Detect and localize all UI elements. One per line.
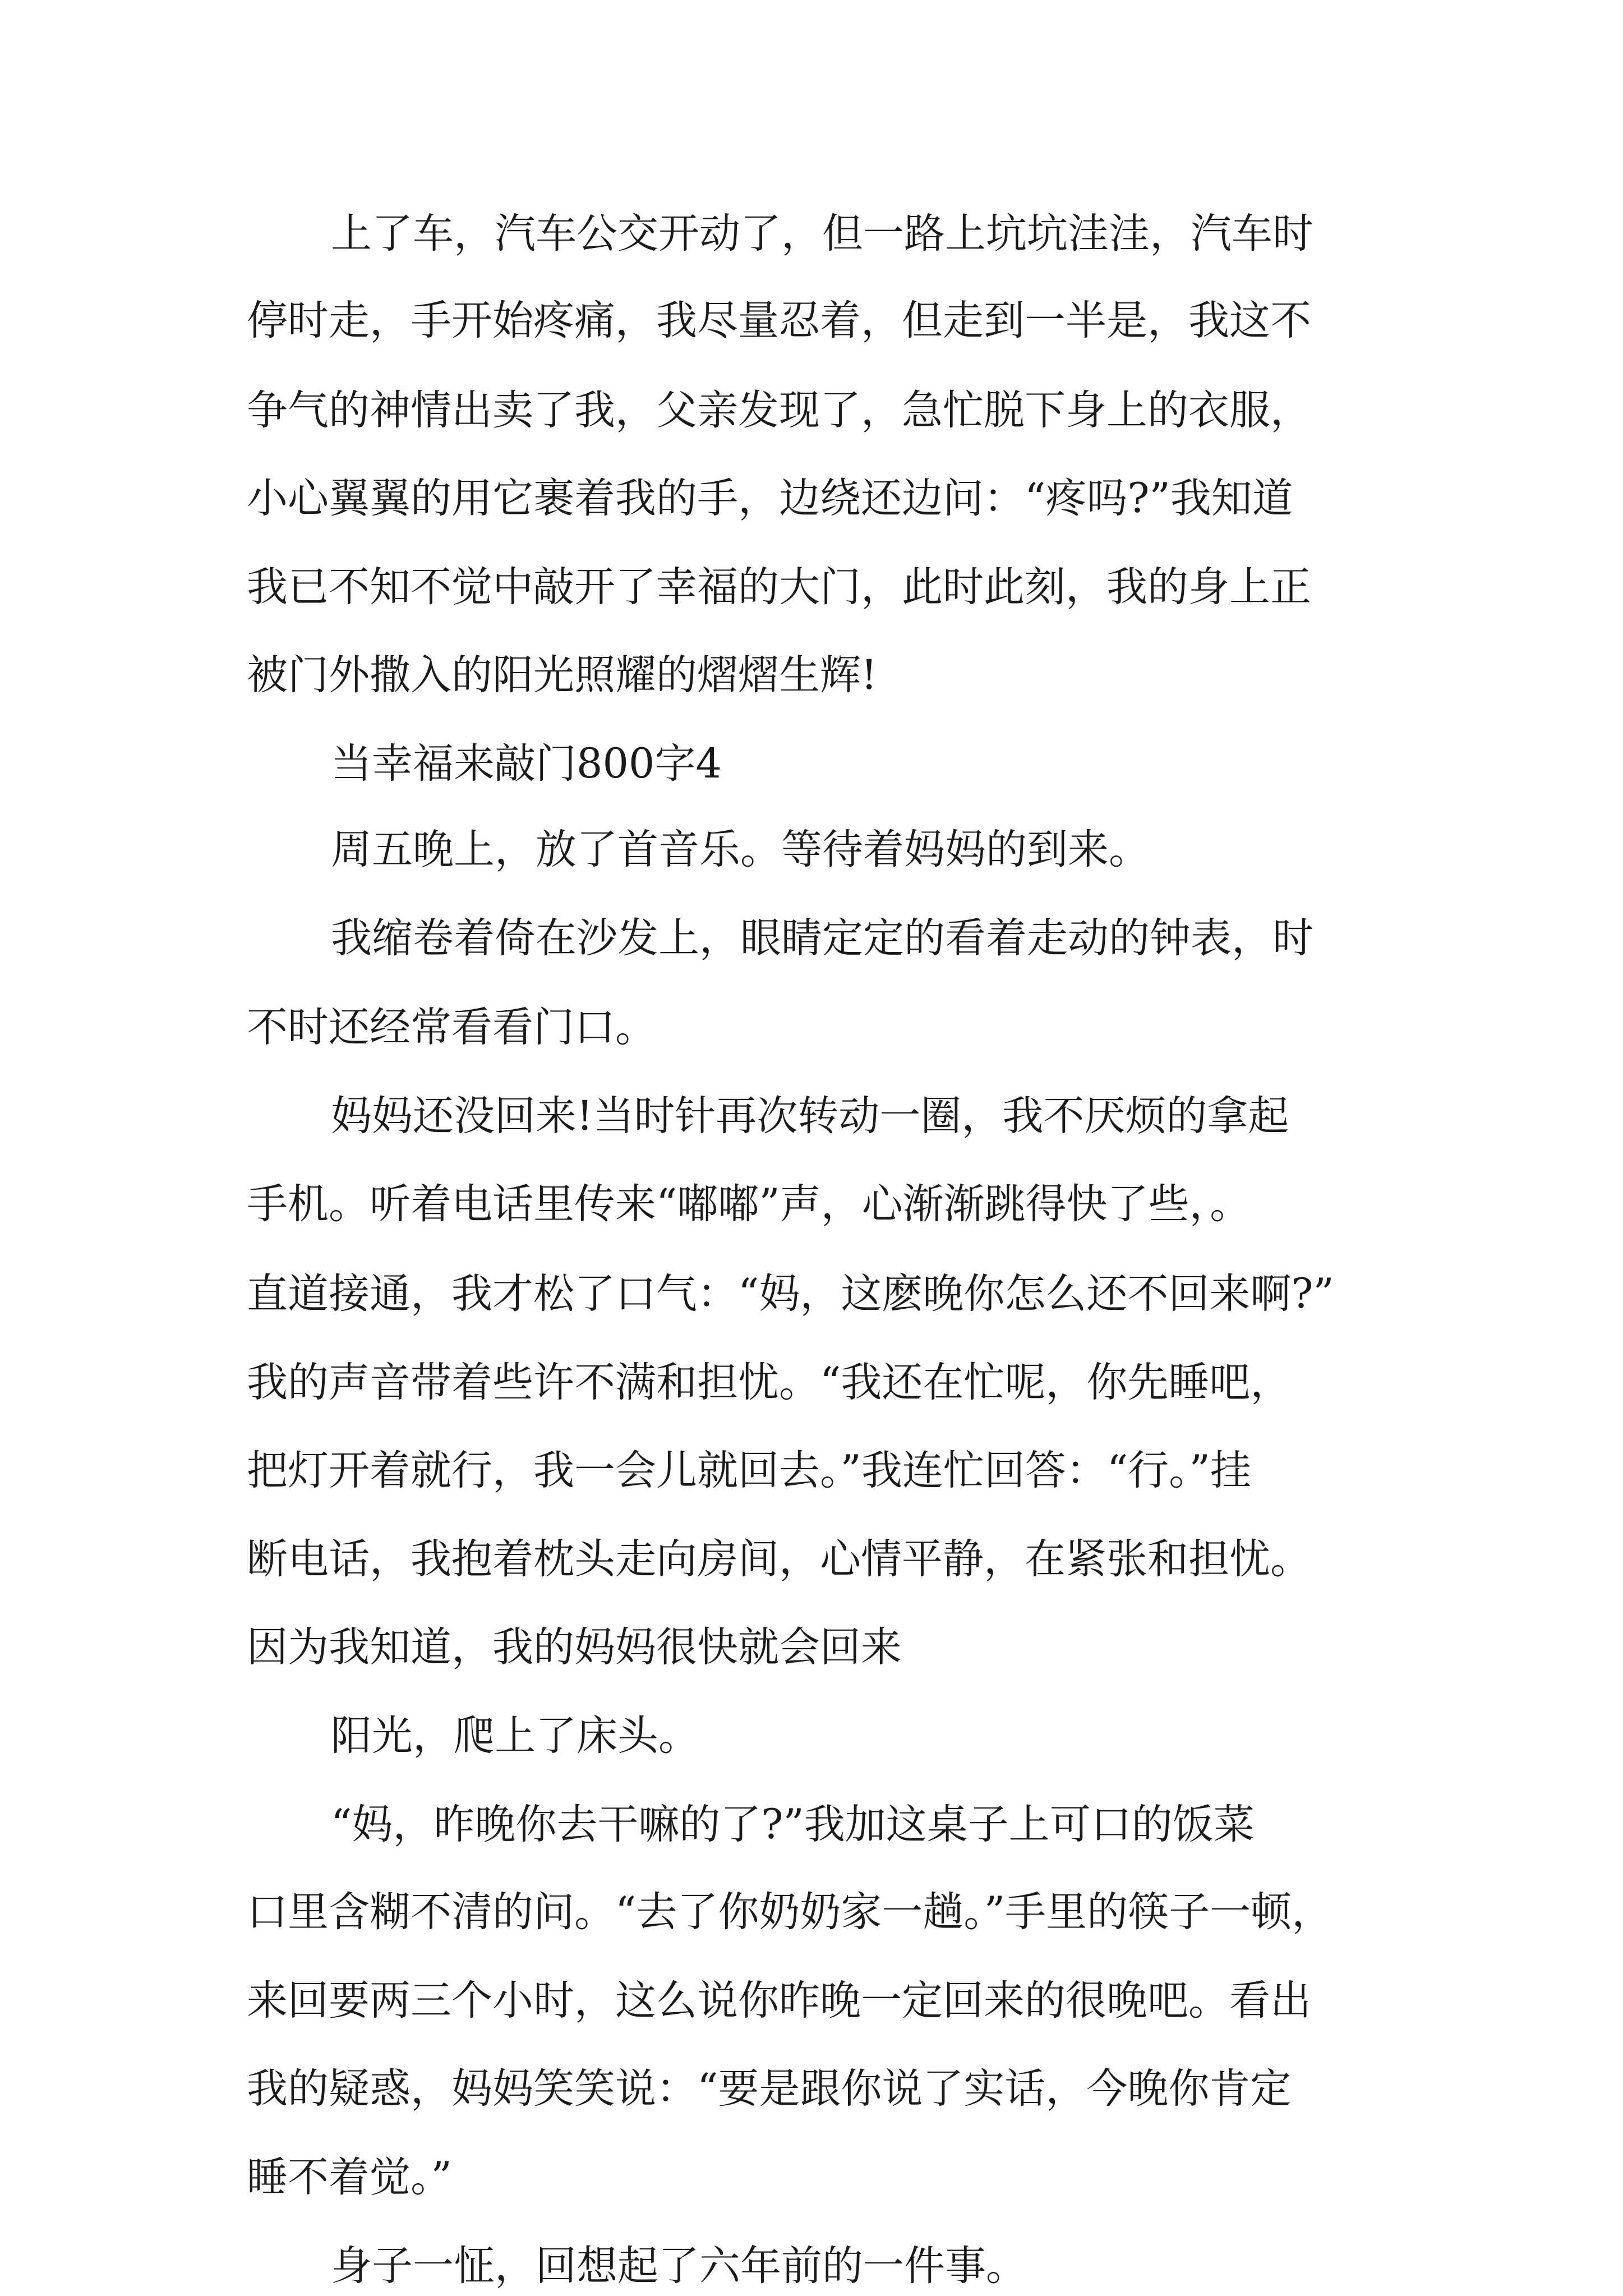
- text-line: 来回要两三个小时，这么说你昨晚一定回来的很晚吧。看出: [247, 1977, 1311, 2024]
- text-line: 争气的神情出卖了我，父亲发现了，急忙脱下身上的衣服，: [247, 386, 1311, 434]
- text-line: 断电话，我抱着枕头走向房间，心情平静，在紧张和担忧。: [247, 1535, 1311, 1583]
- text-line: 我的声音带着些许不满和担忧。“我还在忙呢，你先睡吧，: [247, 1359, 1292, 1406]
- text-line: 妈妈还没回来!当时针再次转动一圈，我不厌烦的拿起: [331, 1092, 1289, 1140]
- text-line: 因为我知道，我的妈妈很快就会回来: [247, 1623, 902, 1671]
- text-line: 停时走，手开始疼痛，我尽量忍着，但走到一半是，我这不: [247, 297, 1311, 344]
- text-line: “妈，昨晚你去干嘛的了?”我加这桌子上可口的饭菜: [331, 1801, 1255, 1848]
- text-line: 小心翼翼的用它裹着我的手，边绕还边问：“疼吗?”我知道: [247, 475, 1293, 522]
- text-line: 不时还经常看看门口。: [247, 1004, 656, 1051]
- text-line: 周五晚上，放了首音乐。等待着妈妈的到来。: [331, 826, 1150, 873]
- text-line: 阳光，爬上了床头。: [331, 1712, 699, 1760]
- text-line: 我已不知不觉中敲开了幸福的大门，此时此刻，我的身上正: [247, 563, 1311, 611]
- text-line: 我缩卷着倚在沙发上，眼睛定定的看着走动的钟表，时: [331, 914, 1313, 962]
- text-line: 上了车，汽车公交开动了，但一路上坑坑洼洼，汽车时: [331, 210, 1313, 257]
- text-line: 被门外撒入的阳光照耀的熠熠生辉!: [247, 651, 878, 699]
- text-line: 把灯开着就行，我一会儿就回去。”我连忙回答：“行。”挂: [247, 1447, 1251, 1494]
- text-line: 手机。听着电话里传来“嘟嘟”声，心渐渐跳得快了些，。: [247, 1180, 1251, 1228]
- text-line: 身子一怔，回想起了六年前的一件事。: [331, 2242, 1027, 2290]
- text-line: 口里含糊不清的问。“去了你奶奶家一趟。”手里的筷子一顿，: [247, 1888, 1333, 1936]
- text-line: 睡不着觉。”: [247, 2154, 452, 2201]
- text-line: 我的疑惑，妈妈笑笑说：“要是跟你说了实话，今晚你肯定: [247, 2065, 1292, 2113]
- text-line: 直道接通，我才松了口气：“妈，这麽晚你怎么还不回来啊?”: [247, 1270, 1334, 1318]
- section-heading: 当幸福来敲门800字4: [331, 740, 722, 788]
